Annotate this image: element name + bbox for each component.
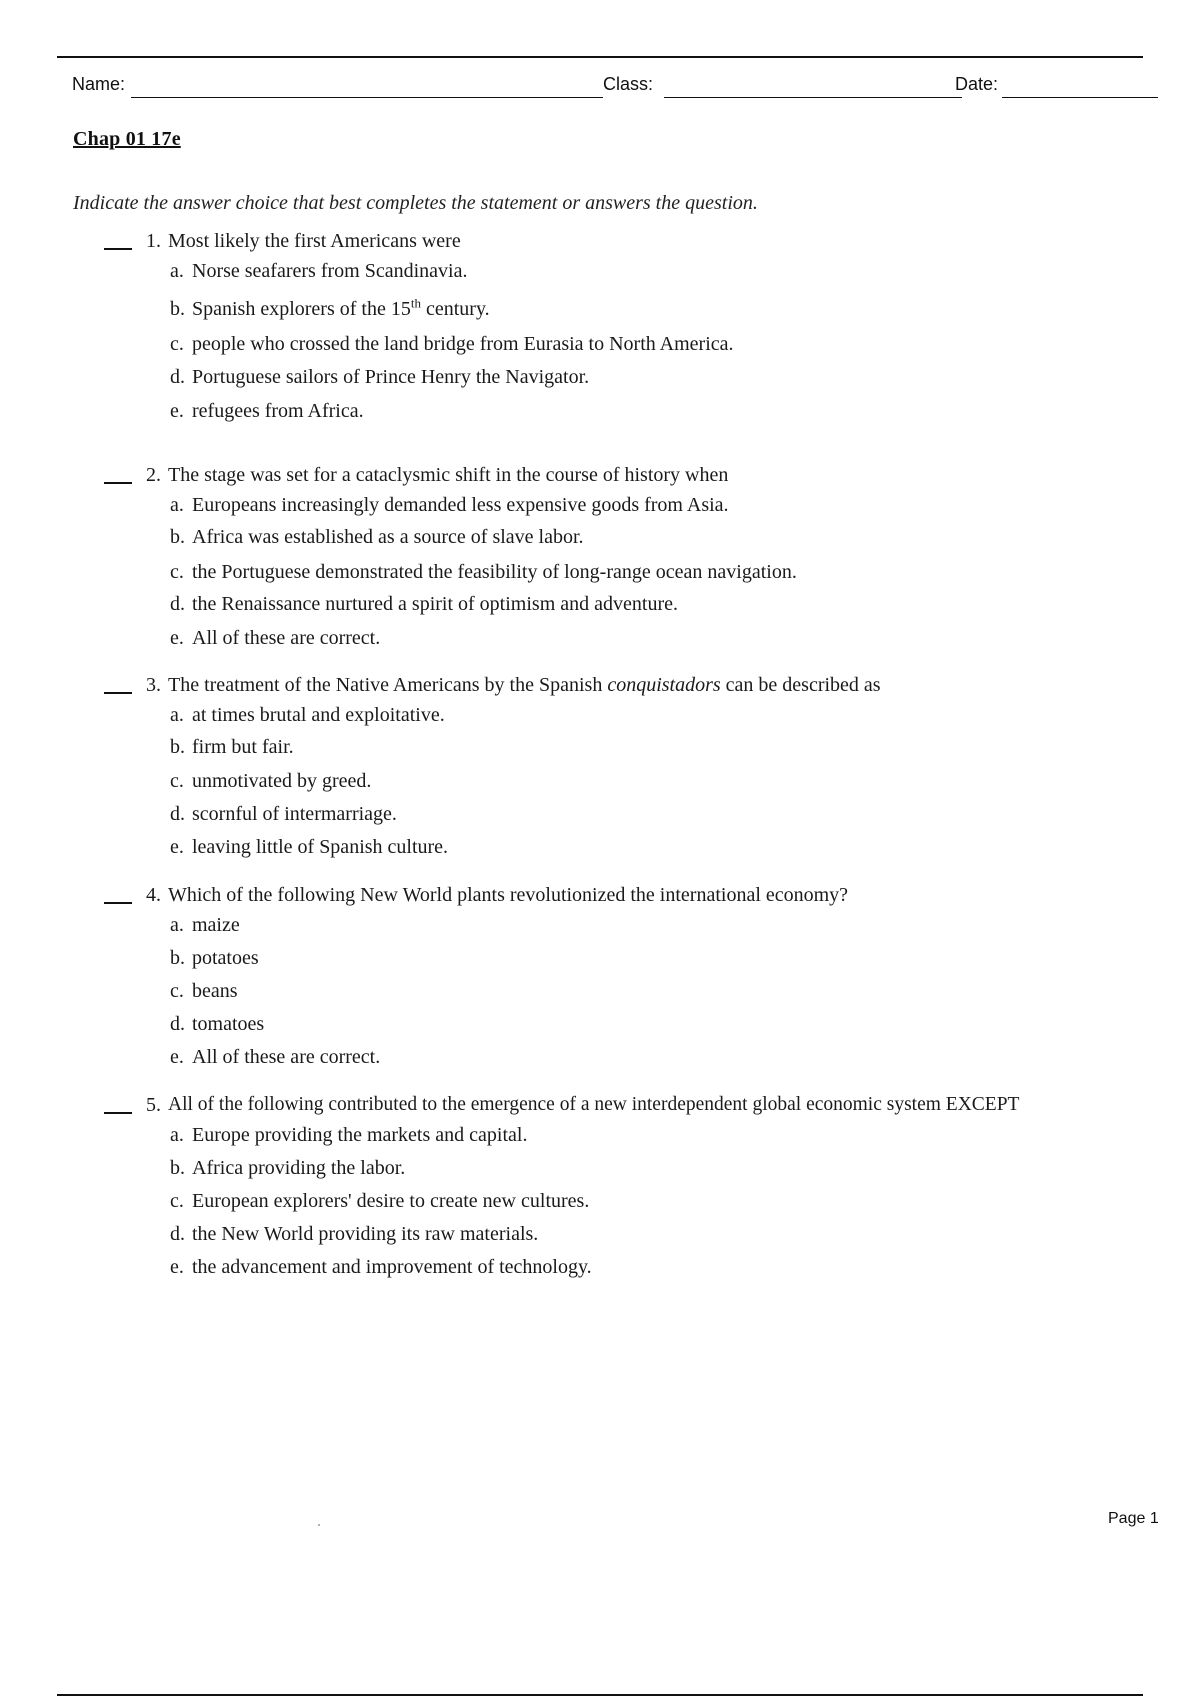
- answer-blank[interactable]: [104, 482, 132, 484]
- option-letter: a.: [170, 494, 184, 516]
- option-c: [170, 769, 371, 793]
- option-letter: c.: [170, 333, 184, 355]
- option-letter: d.: [170, 1223, 185, 1245]
- option-text-after: century.: [420, 298, 490, 320]
- option-b: [170, 297, 490, 321]
- option-text: All of these are correct.: [192, 627, 381, 649]
- option-letter: a.: [170, 1124, 184, 1146]
- option-a: [170, 703, 445, 727]
- option-letter: e.: [170, 1256, 184, 1278]
- question-stem: Most likely the first Americans were: [168, 230, 461, 252]
- option-letter: d.: [170, 366, 185, 388]
- option-text: All of these are correct.: [192, 1046, 381, 1068]
- option-letter: b.: [170, 736, 185, 758]
- option-b: [170, 946, 259, 970]
- option-letter: e.: [170, 400, 184, 422]
- option-a: [170, 913, 240, 937]
- option-text: Norse seafarers from Scandinavia.: [192, 260, 468, 282]
- option-text: potatoes: [192, 947, 259, 969]
- option-letter: d.: [170, 803, 185, 825]
- option-letter: c.: [170, 980, 184, 1002]
- option-text: the New World providing its raw materials.: [192, 1223, 539, 1245]
- option-c: [170, 1189, 589, 1213]
- question-stem: [168, 673, 881, 697]
- option-text: the Renaissance nurtured a spirit of optimism and adventure.: [192, 593, 678, 615]
- option-letter: e.: [170, 836, 184, 858]
- bottom-rule: [57, 1694, 1143, 1696]
- option-d: [170, 592, 678, 616]
- stem-text: The treatment of the Native Americans by the Spanish: [168, 674, 608, 696]
- answer-blank[interactable]: [104, 692, 132, 694]
- answer-blank[interactable]: [104, 248, 132, 250]
- question-3: [0, 673, 1200, 863]
- question-number: 5.: [146, 1094, 161, 1116]
- option-letter: b.: [170, 947, 185, 969]
- option-e: [170, 399, 364, 423]
- option-b: [170, 525, 584, 549]
- document-title: Chap 01 17e: [73, 128, 181, 150]
- option-letter: a.: [170, 914, 184, 936]
- option-text: at times brutal and exploitative.: [192, 704, 445, 726]
- option-text: leaving little of Spanish culture.: [192, 836, 449, 858]
- question-stem: Which of the following New World plants revolutionized the international economy?: [168, 884, 849, 906]
- option-text: Portuguese sailors of Prince Henry the Navigator.: [192, 366, 590, 388]
- option-e: [170, 835, 448, 859]
- option-text: people who crossed the land bridge from Eurasia to North America.: [192, 333, 734, 355]
- question-1: [0, 229, 1200, 429]
- option-text: refugees from Africa.: [192, 400, 364, 422]
- option-letter: d.: [170, 1013, 185, 1035]
- option-b: [170, 735, 294, 759]
- option-letter: c.: [170, 1190, 184, 1212]
- option-letter: e.: [170, 627, 184, 649]
- answer-blank[interactable]: [104, 902, 132, 904]
- option-text: maize: [192, 914, 240, 936]
- header-fields: [72, 70, 1162, 100]
- option-text: Europeans increasingly demanded less expensive goods from Asia.: [192, 494, 729, 516]
- option-letter: b.: [170, 298, 185, 320]
- option-text: unmotivated by greed.: [192, 770, 372, 792]
- option-e: [170, 1255, 592, 1279]
- date-label: Date:: [955, 74, 999, 94]
- instructions: Indicate the answer choice that best completes the statement or answers the question.: [73, 192, 758, 214]
- option-letter: c.: [170, 770, 184, 792]
- option-d: [170, 1012, 264, 1036]
- answer-blank[interactable]: [104, 1112, 132, 1114]
- question-number: 1.: [146, 230, 161, 252]
- option-text: the Portuguese demonstrated the feasibility of long-range ocean navigation.: [192, 561, 797, 583]
- option-letter: e.: [170, 1046, 184, 1068]
- option-c: [170, 560, 797, 584]
- option-b: [170, 1156, 405, 1180]
- option-text: Europe providing the markets and capital.: [192, 1124, 528, 1146]
- question-number: 4.: [146, 884, 161, 906]
- top-rule: [57, 56, 1143, 58]
- name-field[interactable]: [131, 97, 603, 98]
- option-text: the advancement and improvement of technology.: [192, 1256, 592, 1278]
- option-text: Spanish explorers of the 15: [192, 298, 411, 320]
- option-letter: c.: [170, 561, 184, 583]
- option-text: firm but fair.: [192, 736, 294, 758]
- scan-speck: [318, 1524, 320, 1526]
- class-label: Class:: [603, 74, 654, 94]
- option-c: [170, 332, 734, 356]
- option-superscript: th: [410, 295, 421, 311]
- option-text: beans: [192, 980, 238, 1002]
- option-text: Africa providing the labor.: [192, 1157, 406, 1179]
- option-c: [170, 979, 238, 1003]
- page-number: Page 1: [1108, 1510, 1159, 1527]
- question-stem: All of the following contributed to the emergence of a new interdependent global economic system EXCEPT: [168, 1094, 1020, 1115]
- date-field[interactable]: [1002, 97, 1158, 98]
- option-text: scornful of intermarriage.: [192, 803, 397, 825]
- class-field[interactable]: [664, 97, 962, 98]
- option-a: [170, 259, 467, 283]
- question-5: [0, 1093, 1200, 1283]
- option-text: tomatoes: [192, 1013, 265, 1035]
- option-a: [170, 493, 729, 517]
- option-d: [170, 1222, 538, 1246]
- question-number: 3.: [146, 674, 161, 696]
- option-letter: a.: [170, 704, 184, 726]
- stem-italic-term: conquistadors: [607, 674, 721, 696]
- option-d: [170, 802, 397, 826]
- question-stem: The stage was set for a cataclysmic shift in the course of history when: [168, 464, 729, 486]
- question-number: 2.: [146, 464, 161, 486]
- option-a: [170, 1123, 527, 1147]
- option-letter: b.: [170, 1157, 185, 1179]
- option-letter: b.: [170, 526, 185, 548]
- stem-text-after: can be described as: [720, 674, 881, 696]
- option-text: European explorers' desire to create new cultures.: [192, 1190, 590, 1212]
- option-letter: d.: [170, 593, 185, 615]
- option-e: [170, 1045, 380, 1069]
- option-e: [170, 626, 380, 650]
- question-4: [0, 883, 1200, 1073]
- question-2: [0, 463, 1200, 653]
- option-text: Africa was established as a source of slave labor.: [192, 526, 584, 548]
- name-label: Name:: [72, 74, 126, 94]
- option-letter: a.: [170, 260, 184, 282]
- option-d: [170, 365, 589, 389]
